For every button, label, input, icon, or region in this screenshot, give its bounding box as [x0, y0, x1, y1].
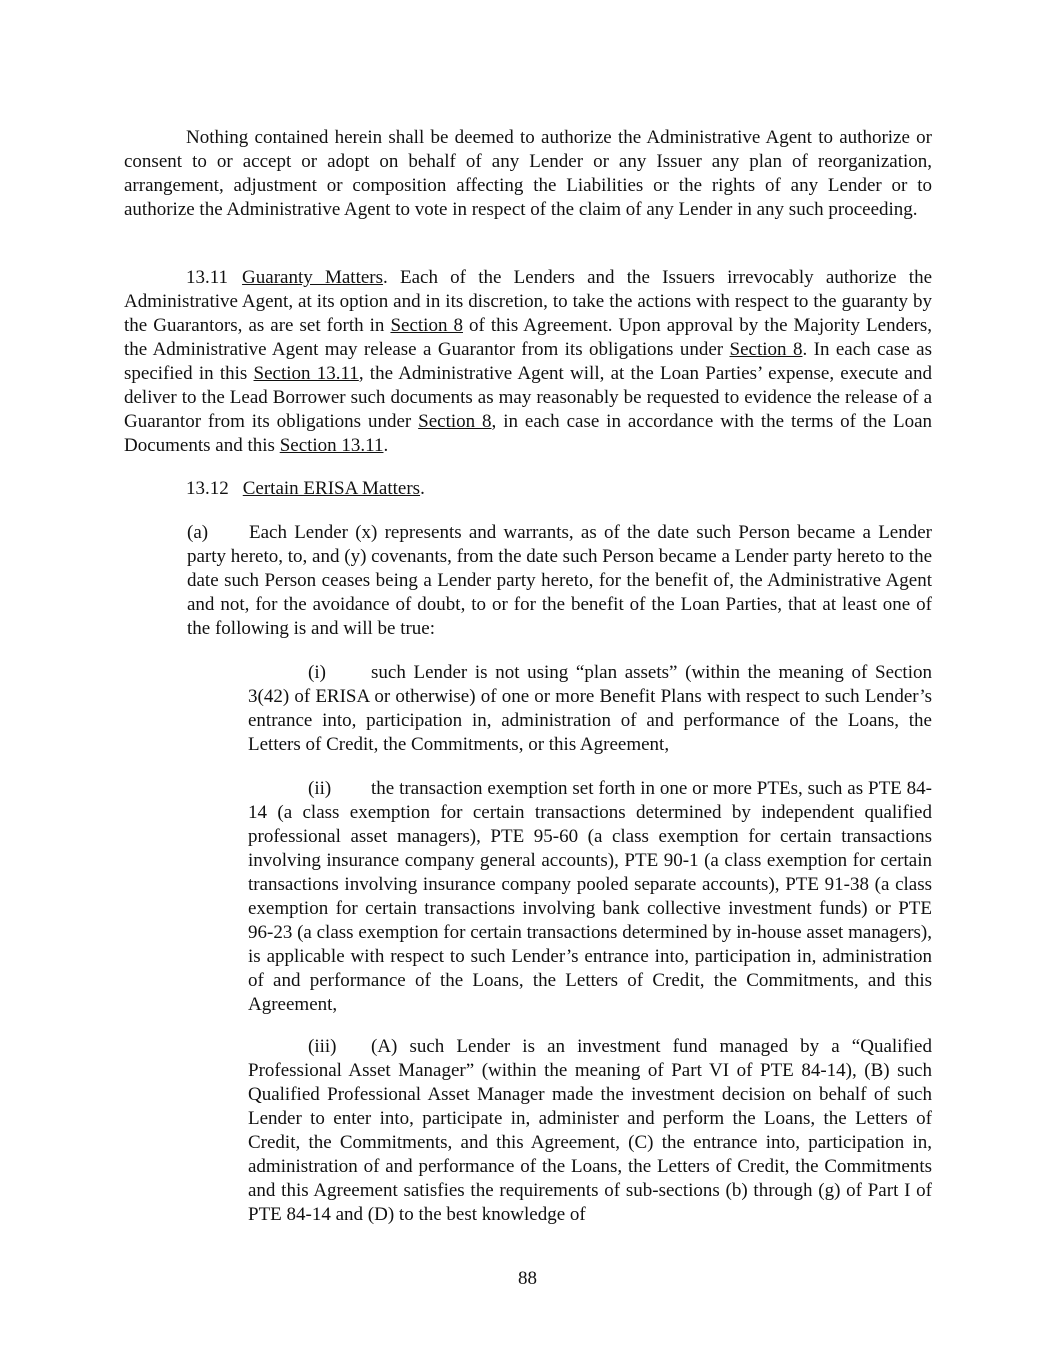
clause-i: (i) such Lender is not using “plan assets” (within the meaning of Section 3(42) of ERISA or otherwise) of one or more Benefit Plans with respect to such Lender’s entrance into, participation in, administration of and performance of the Loans, the Letters of Credit, the Commitments, or this Agreement, — [248, 662, 932, 755]
section-number: 13.12 — [186, 478, 229, 499]
paragraph-intro: Nothing contained herein shall be deemed to authorize the Administrative Agent to authorize or consent to or accept or adopt on behalf of any Lender or any Issuer any plan of reorganization, arrangement, adjustment or composition affecting the Liabilities or the rights of any Lender or to authorize the Administrative Agent to vote in respect of the claim of any Lender in any such proceeding. — [124, 127, 932, 220]
page-number: 88 — [518, 1268, 537, 1289]
section-ref: Section 13.11 — [279, 435, 384, 456]
section-heading: Certain ERISA Matters — [242, 478, 421, 499]
section-ref: Section 13.11 — [253, 363, 359, 384]
section-ref: Section 8 — [390, 315, 463, 336]
clause-label: (i) — [308, 662, 326, 683]
clause-label: (iii) — [308, 1036, 337, 1057]
clause-label: (a) — [187, 522, 209, 543]
section-ref: Section 8 — [418, 411, 492, 432]
clause-a: (a) Each Lender (x) represents and warrants, as of the date such Person became a Lender party hereto, to, and (y) covenants, from the date such Person became a Lender party hereto to the date such Person ceases being a Lender party hereto, for the benefit of, the Administrative Agent and not, for the avoidance of doubt, to or for the benefit of the Loan Parties, that at least one of the following is and will be true: — [187, 522, 932, 639]
clause-label: (ii) — [308, 778, 332, 799]
section-13-12-heading: 13.12 Certain ERISA Matters. — [186, 478, 425, 499]
clause-iii: (iii) (A) such Lender is an investment fund managed by a “Qualified Professional Asset Manager” (within the meaning of Part VI of PTE 84-14), (B) such Qualified Professional Asset Manager made the investment decision on behalf of such Lender to enter into, participate in, administer and perform the Loans, the Letters of Credit, the Commitments, and this Agreement, (C) the entrance into, participation in, administration of and performance of the Loans, the Letters of Credit, the Commitments and this Agreement satisfies the requirements of sub-sections (b) through (g) of Part I of PTE 84-14 and (D) to the best knowledge of — [248, 1036, 932, 1225]
section-number: 13.11 — [186, 267, 229, 288]
clause-ii: (ii) the transaction exemption set forth in one or more PTEs, such as PTE 84-14 (a class exemption for certain transactions determined by independent qualified professional asset managers), PTE 95-60 (a class exemption for certain transactions involving insurance company general accounts), PTE 90-1 (a class exemption for certain transactions involving insurance company pooled separate accounts), PTE 91-38 (a class exemption for certain transactions involving bank collective investment funds) or PTE 96-23 (a class exemption for certain transactions determined by in-house asset managers), is applicable with respect to such Lender’s entrance into, participation in, administration of and performance of the Loans, the Letters of Credit, the Commitments, and this Agreement, — [248, 778, 932, 1015]
section-13-11: 13.11 Guaranty Matters. Each of the Lenders and the Issuers irrevocably authorize the Administrative Agent, at its option and in its discretion, to take the actions with respect to the guaranty by the Guarantors, as are set forth in Section 8 of this Agreement. Upon approval by the Majority Lenders, the Administrative Agent may release a Guarantor from its obligations under Section 8. In each case as specified in this Section 13.11, the Administrative Agent will, at the Loan Parties’ expense, execute and deliver to the Lead Borrower such documents as may reasonably be requested to evidence the release of a Guarantor from its obligations under Section 8, in each case in accordance with the terms of the Loan Documents and this Section 13.11. — [124, 267, 933, 456]
section-ref: Section 8 — [729, 339, 803, 360]
section-heading: Guaranty Matters — [242, 267, 384, 288]
